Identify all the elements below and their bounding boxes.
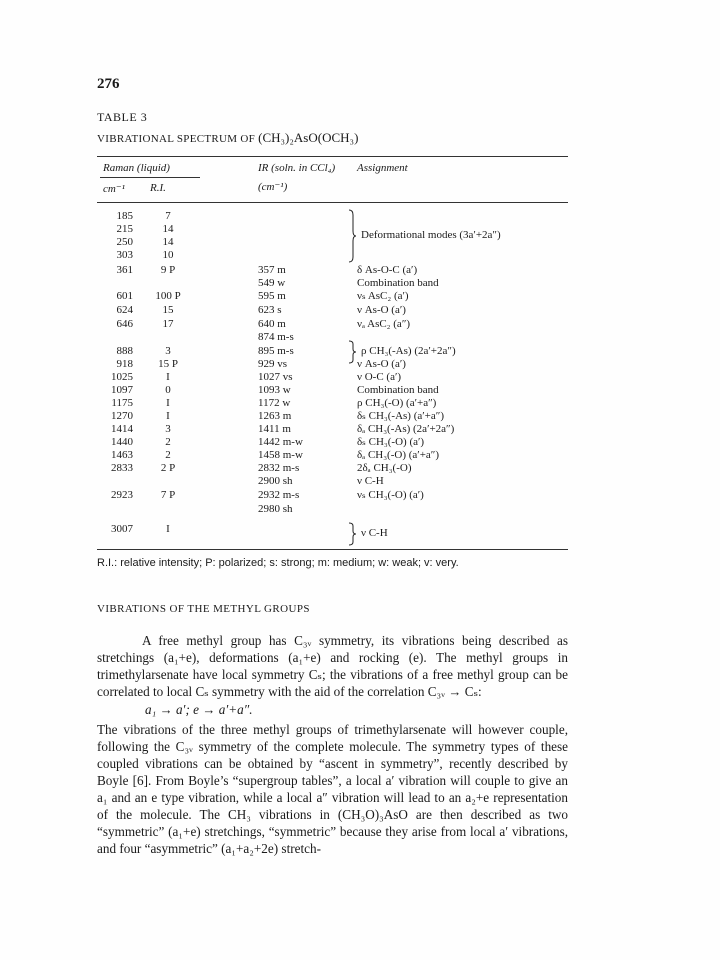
ir-cell: 2980 sh xyxy=(258,503,293,515)
ir-cell: 1027 vs xyxy=(258,371,293,383)
ir-cell: 2900 sh xyxy=(258,475,293,487)
ri-cell: 14 xyxy=(162,236,174,248)
ri-cell: 10 xyxy=(162,249,174,261)
table-caption-text: VIBRATIONAL SPECTRUM OF xyxy=(97,133,256,145)
ir-cell: 1442 m-w xyxy=(258,436,303,448)
ri-cell: 14 xyxy=(162,223,174,235)
assignment-cell: νₐ AsC₂ (a″) xyxy=(357,318,411,330)
raman-cell: 250 xyxy=(116,236,133,248)
assignment-deformational: Deformational modes (3a′+2a″) xyxy=(361,229,501,241)
assignment-cell: ν As-O (a′) xyxy=(357,358,406,370)
ri-cell: 2 xyxy=(165,436,171,448)
assignment-cell: δₐ CH₃(-O) (a′+a″) xyxy=(357,449,440,461)
table-top-rule xyxy=(97,156,568,157)
page-number: 276 xyxy=(97,76,120,92)
raman-cell: 888 xyxy=(116,345,133,357)
raman-cell: 361 xyxy=(116,264,133,276)
assignment-ch-stretch: ν C-H xyxy=(361,527,388,539)
header-ri: R.I. xyxy=(150,182,166,194)
ir-cell: 1093 w xyxy=(258,384,291,396)
ri-cell: I xyxy=(166,410,170,422)
section-heading: VIBRATIONS OF THE METHYL GROUPS xyxy=(97,603,310,615)
ir-cell: 640 m xyxy=(258,318,286,330)
paragraph-1: A free methyl group has C₃ᵥ symmetry, its vibrations being described as stretchings (a₁+e), deformations (a₁+e) and rocking (e). The methyl groups in trimethylarsenate have local symmetry Cₛ; the vibrations of a free methyl group can be correlated to local Cₛ symmetry with the aid of the correlation C₃ᵥ → Cₛ: xyxy=(97,633,568,699)
raman-cell: 1270 xyxy=(111,410,133,422)
ir-cell: 929 vs xyxy=(258,358,288,370)
raman-cell: 1025 xyxy=(111,371,133,383)
brace-ch-stretch xyxy=(347,522,357,546)
raman-cell: 1440 xyxy=(111,436,133,448)
raman-cell: 601 xyxy=(116,290,133,302)
ir-cell: 1411 m xyxy=(258,423,291,435)
ir-cell: 595 m xyxy=(258,290,286,302)
raman-cell: 303 xyxy=(116,249,133,261)
ir-cell: 1172 w xyxy=(258,397,291,409)
ri-cell: 15 P xyxy=(158,358,178,370)
assignment-cell: Combination band xyxy=(357,277,439,289)
ir-cell: 1263 m xyxy=(258,410,292,422)
brace-deformational xyxy=(347,209,357,263)
ir-cell: 2932 m-s xyxy=(258,489,300,501)
table-caption-formula: (CH₃)₂AsO(OCH₃) xyxy=(258,130,359,145)
raman-cell: 918 xyxy=(116,358,133,370)
brace-rocking-as xyxy=(347,340,357,364)
assignment-cell: ρ CH₃(-O) (a′+a″) xyxy=(357,397,437,409)
ri-cell: 3 xyxy=(165,345,171,357)
raman-cell: 185 xyxy=(116,210,133,222)
raman-cell: 3007 xyxy=(111,523,133,535)
ri-cell: 9 P xyxy=(160,264,176,276)
ri-cell: 100 P xyxy=(155,290,181,302)
header-ir-unit: (cm⁻¹) xyxy=(258,181,288,193)
assignment-cell: ν As-O (a′) xyxy=(357,304,406,316)
ri-cell: 7 P xyxy=(160,489,176,501)
table-footnote: R.I.: relative intensity; P: polarized; s: strong; m: medium; w: weak; v: very. xyxy=(97,557,459,569)
assignment-rocking-as: ρ CH₃(-As) (2a′+2a″) xyxy=(361,345,456,357)
table-caption xyxy=(97,130,358,146)
table-bottom-rule xyxy=(97,549,568,550)
ri-cell: I xyxy=(166,371,170,383)
assignment-cell: ν O-C (a′) xyxy=(357,371,402,383)
ri-cell: I xyxy=(166,523,170,535)
raman-cell: 1414 xyxy=(111,423,133,435)
assignment-cell: δ As-O-C (a′) xyxy=(357,264,418,276)
ri-cell: 0 xyxy=(165,384,171,396)
ri-cell: 15 xyxy=(162,304,174,316)
ri-cell: 2 P xyxy=(160,462,176,474)
ir-cell: 357 m xyxy=(258,264,286,276)
assignment-cell: δₛ CH₃(-O) (a′) xyxy=(357,436,425,448)
assignment-cell: δₐ CH₃(-As) (2a′+2a″) xyxy=(357,423,455,435)
raman-cell: 1175 xyxy=(111,397,133,409)
assignment-cell: 2δₐ CH₃(-O) xyxy=(357,462,412,474)
raman-cell: 2833 xyxy=(111,462,133,474)
ir-cell: 895 m-s xyxy=(258,345,294,357)
equation: a₁ → a′; e → a′+a″. xyxy=(145,702,253,717)
ri-cell: 17 xyxy=(162,318,174,330)
ir-cell: 1458 m-w xyxy=(258,449,303,461)
raman-cell: 215 xyxy=(116,223,133,235)
header-ir: IR (soln. in CCl₄) xyxy=(258,162,336,174)
assignment-cell: νₛ CH₃(-O) (a′) xyxy=(357,489,424,501)
ir-cell: 2832 m-s xyxy=(258,462,300,474)
assignment-cell: δₛ CH₃(-As) (a′+a″) xyxy=(357,410,445,422)
header-raman-rule xyxy=(100,177,200,178)
ri-cell: 7 xyxy=(165,210,171,222)
raman-cell: 1097 xyxy=(111,384,133,396)
ir-cell: 874 m-s xyxy=(258,331,294,343)
assignment-cell: ν C-H xyxy=(357,475,384,487)
raman-cell: 1463 xyxy=(111,449,133,461)
ir-cell: 623 s xyxy=(258,304,282,316)
paragraph-2: The vibrations of the three methyl groups of trimethylarsenate will however couple, following the C₃ᵥ symmetry of the complete molecule. The symmetry types of these coupled vibrations can be obtained by “ascent in symmetry”, recently described by Boyle [6]. From Boyle’s “supergroup tables”, a local a′ vibration will couple to give an a₁ and an e type vibration, while a local a″ vibration will lead to an a₂+e representation of the molecule. The CH₃ vibrations in (CH₃O)₃AsO are then described as two “symmetric” (a₁+e) stretchings, “symmetric” because they arise from local a′ vibrations, and four “asymmetric” (a₁+a₂+2e) stretch- xyxy=(97,722,568,856)
table-label: TABLE 3 xyxy=(97,110,148,124)
raman-cell: 624 xyxy=(116,304,133,316)
ri-cell: I xyxy=(166,397,170,409)
header-raman: Raman (liquid) xyxy=(103,162,170,174)
assignment-cell: Combination band xyxy=(357,384,439,396)
header-raman-cm: cm⁻¹ xyxy=(103,183,125,195)
ri-cell: 2 xyxy=(165,449,171,461)
ir-cell: 549 w xyxy=(258,277,286,289)
assignment-cell: νₛ AsC₂ (a′) xyxy=(357,290,409,302)
raman-cell: 646 xyxy=(116,318,133,330)
table-header-rule xyxy=(97,202,568,203)
ri-cell: 3 xyxy=(165,423,171,435)
raman-cell: 2923 xyxy=(111,489,133,501)
header-assignment: Assignment xyxy=(357,162,408,174)
